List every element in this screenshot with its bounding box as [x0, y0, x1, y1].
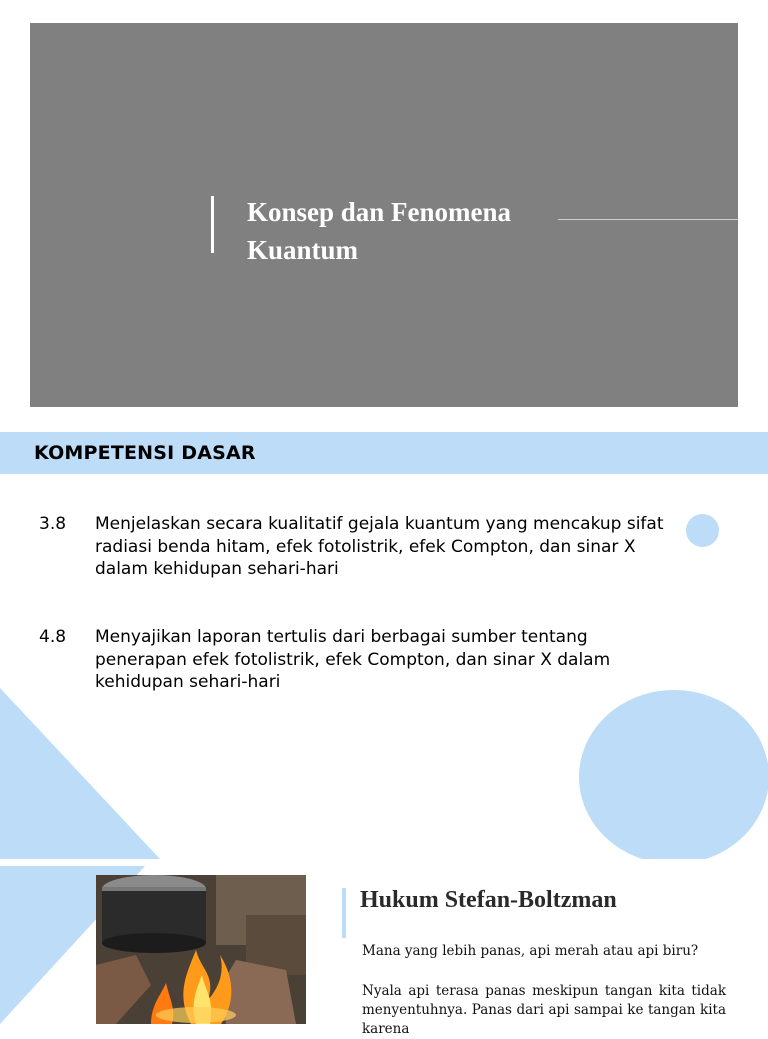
title-slide [30, 23, 738, 407]
slide-title [247, 193, 511, 269]
competency-slide [0, 432, 768, 859]
slide3-body-text: Nyala api terasa panas meskipun tangan kita tidak menyentuhnya. Panas dari api sampai ke tangan kita karena [362, 983, 726, 1037]
title-accent-bar [211, 196, 214, 253]
decorative-circle-small [686, 514, 719, 547]
competency-number: 4.8 [39, 627, 67, 647]
decorative-circle-large [579, 690, 768, 859]
section-header-band [0, 432, 768, 474]
slide3-title: Hukum Stefan-Boltzman [360, 887, 617, 913]
slide-title-line-1: Konsep dan Fenomena [247, 197, 512, 227]
slide3-question: Mana yang lebih panas, api merah atau api biru? [362, 943, 699, 959]
competency-text: Menjelaskan secara kualitatif gejala kuantum yang mencakup sifat radiasi benda hitam, efek fotolistrik, efek Compton, dan sinar X dalam kehidupan sehari-hari [95, 514, 664, 579]
section-header-title: KOMPETENSI DASAR [34, 442, 256, 464]
title-underline [558, 219, 738, 220]
decorative-triangle [0, 688, 160, 859]
competency-number: 3.8 [39, 514, 67, 534]
slide-title-line-2: Kuantum [247, 235, 359, 265]
fire-stove-photo [96, 875, 306, 1024]
slide3-accent-bar [342, 888, 346, 938]
competency-text: Menyajikan laporan tertulis dari berbagai sumber tentang penerapan efek fotolistrik, efek Compton, dan sinar X dalam kehidupan sehari-hari [95, 627, 611, 692]
